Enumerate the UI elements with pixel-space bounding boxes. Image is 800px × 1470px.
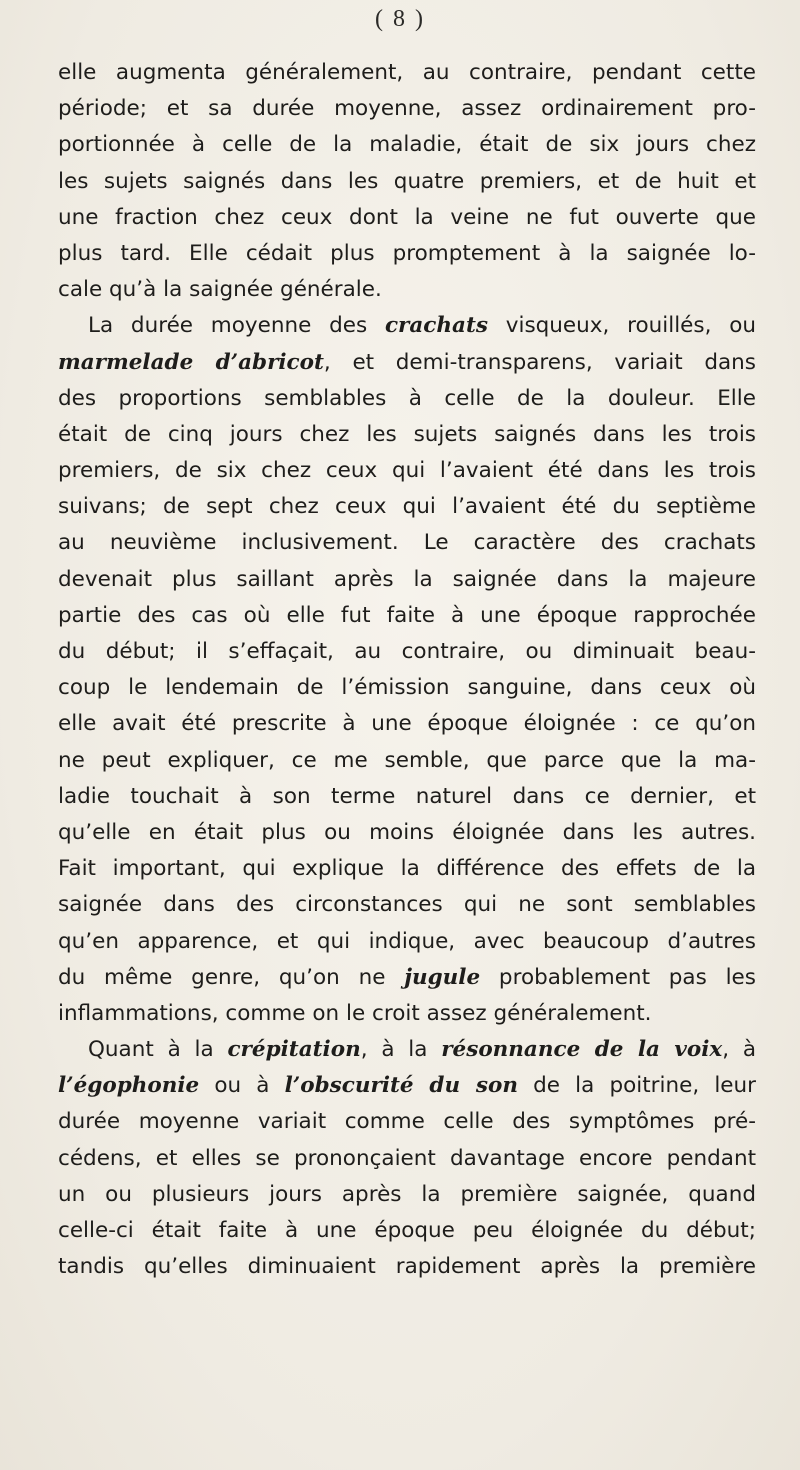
text-line xyxy=(58,1177,756,1213)
italic-term: crachats xyxy=(384,313,488,339)
text-line xyxy=(58,851,756,887)
italic-term: marmelade d’abricot xyxy=(58,349,324,375)
text-line xyxy=(58,489,756,525)
text-segment: plus tard. Elle cédait plus promptement à la saignée lo- xyxy=(58,240,756,266)
body-text xyxy=(58,55,756,1285)
text-line xyxy=(58,164,756,200)
text-line xyxy=(58,200,756,236)
text-line xyxy=(58,1032,756,1068)
text-segment: un ou plusieurs jours après la première saignée, quand xyxy=(58,1181,756,1207)
text-line xyxy=(58,743,756,779)
text-line xyxy=(58,924,756,960)
text-line xyxy=(58,815,756,851)
text-segment: Fait important, qui explique la différence des effets de la xyxy=(58,856,756,882)
text-segment: durée moyenne variait comme celle des symptômes pré- xyxy=(58,1109,756,1135)
text-line xyxy=(58,345,756,381)
text-segment: , à la xyxy=(360,1037,442,1063)
text-segment: était de cinq jours chez les sujets saignés dans les trois xyxy=(58,421,756,447)
italic-term: l’obscurité du son xyxy=(284,1073,518,1099)
text-line xyxy=(58,453,756,489)
text-segment: période; et sa durée moyenne, assez ordinairement pro- xyxy=(58,96,756,122)
text-segment: des proportions semblables à celle de la douleur. Elle xyxy=(58,385,756,411)
text-segment: qu’en apparence, et qui indique, avec beaucoup d’autres xyxy=(58,928,756,954)
text-segment: ne peut expliquer, ce me semble, que parce que la ma- xyxy=(58,747,756,773)
text-segment: du même genre, qu’on ne xyxy=(58,964,405,990)
text-line xyxy=(58,381,756,417)
text-line xyxy=(58,598,756,634)
text-line xyxy=(58,887,756,923)
text-line xyxy=(58,1213,756,1249)
text-segment: au neuvième inclusivement. Le caractère des crachats xyxy=(58,530,756,556)
text-segment: cale qu’à la saignée générale. xyxy=(58,277,382,303)
text-segment: du début; il s’effaçait, au contraire, ou diminuait beau- xyxy=(58,639,756,664)
text-segment: partie des cas où elle fut faite à une époque rapprochée xyxy=(58,602,756,628)
page-number: ( 8 ) xyxy=(375,6,425,32)
text-segment: de la poitrine, leur xyxy=(517,1073,756,1099)
text-segment: , et demi-transparens, variait dans xyxy=(323,349,756,375)
text-segment: suivans; de sept chez ceux qui l’avaient été du septième xyxy=(58,494,756,520)
text-segment: La durée moyenne des xyxy=(88,313,385,339)
text-segment: visqueux, rouillés, ou xyxy=(487,313,756,339)
text-line xyxy=(58,525,756,561)
text-segment: , à xyxy=(722,1037,756,1063)
text-segment: devenait plus saillant après la saignée dans la majeure xyxy=(58,566,756,592)
text-line xyxy=(58,706,756,742)
text-segment: inflammations, comme on le croit assez généralement. xyxy=(58,1000,652,1026)
italic-term: résonnance de la voix xyxy=(441,1037,723,1063)
text-line xyxy=(58,779,756,815)
text-segment: tandis qu’elles diminuaient rapidement après la première xyxy=(58,1254,756,1280)
text-segment: coup le lendemain de l’émission sanguine, dans ceux où xyxy=(58,675,756,701)
text-line xyxy=(58,1104,756,1140)
italic-term: crépitation xyxy=(227,1037,361,1063)
text-line xyxy=(58,1068,756,1104)
text-line xyxy=(58,1249,756,1285)
text-line xyxy=(58,634,756,670)
text-line xyxy=(58,670,756,706)
italic-term: l’égophonie xyxy=(58,1073,200,1099)
text-line xyxy=(58,1141,756,1177)
text-line xyxy=(58,91,756,127)
text-line xyxy=(58,417,756,453)
text-segment: ladie touchait à son terme naturel dans ce dernier, et xyxy=(58,783,756,809)
text-segment: saignée dans des circonstances qui ne sont semblables xyxy=(58,892,756,918)
text-segment: qu’elle en était plus ou moins éloignée dans les autres. xyxy=(58,819,756,845)
text-segment: ou à xyxy=(199,1073,285,1099)
italic-term: jugule xyxy=(404,964,481,990)
text-line xyxy=(58,308,756,344)
text-segment: premiers, de six chez ceux qui l’avaient été dans les trois xyxy=(58,458,756,484)
text-segment: elle augmenta généralement, au contraire, pendant cette xyxy=(58,60,756,85)
text-line xyxy=(58,55,756,91)
text-line xyxy=(58,562,756,598)
text-segment: Quant à la xyxy=(88,1037,228,1063)
text-segment: portionnée à celle de la maladie, était de six jours chez xyxy=(58,132,756,158)
text-segment: cédens, et elles se prononçaient davantage encore pendant xyxy=(58,1145,756,1171)
text-line xyxy=(58,127,756,163)
text-line xyxy=(58,272,756,308)
text-line xyxy=(58,960,756,996)
text-segment: probablement pas les xyxy=(480,964,756,990)
text-line xyxy=(58,996,756,1032)
text-segment: elle avait été prescrite à une époque éloignée : ce qu’on xyxy=(58,711,756,737)
text-line xyxy=(58,236,756,272)
text-segment: les sujets saignés dans les quatre premiers, et de huit et xyxy=(58,168,756,194)
text-segment: celle-ci était faite à une époque peu éloignée du début; xyxy=(58,1218,756,1243)
text-segment: une fraction chez ceux dont la veine ne fut ouverte que xyxy=(58,204,756,230)
